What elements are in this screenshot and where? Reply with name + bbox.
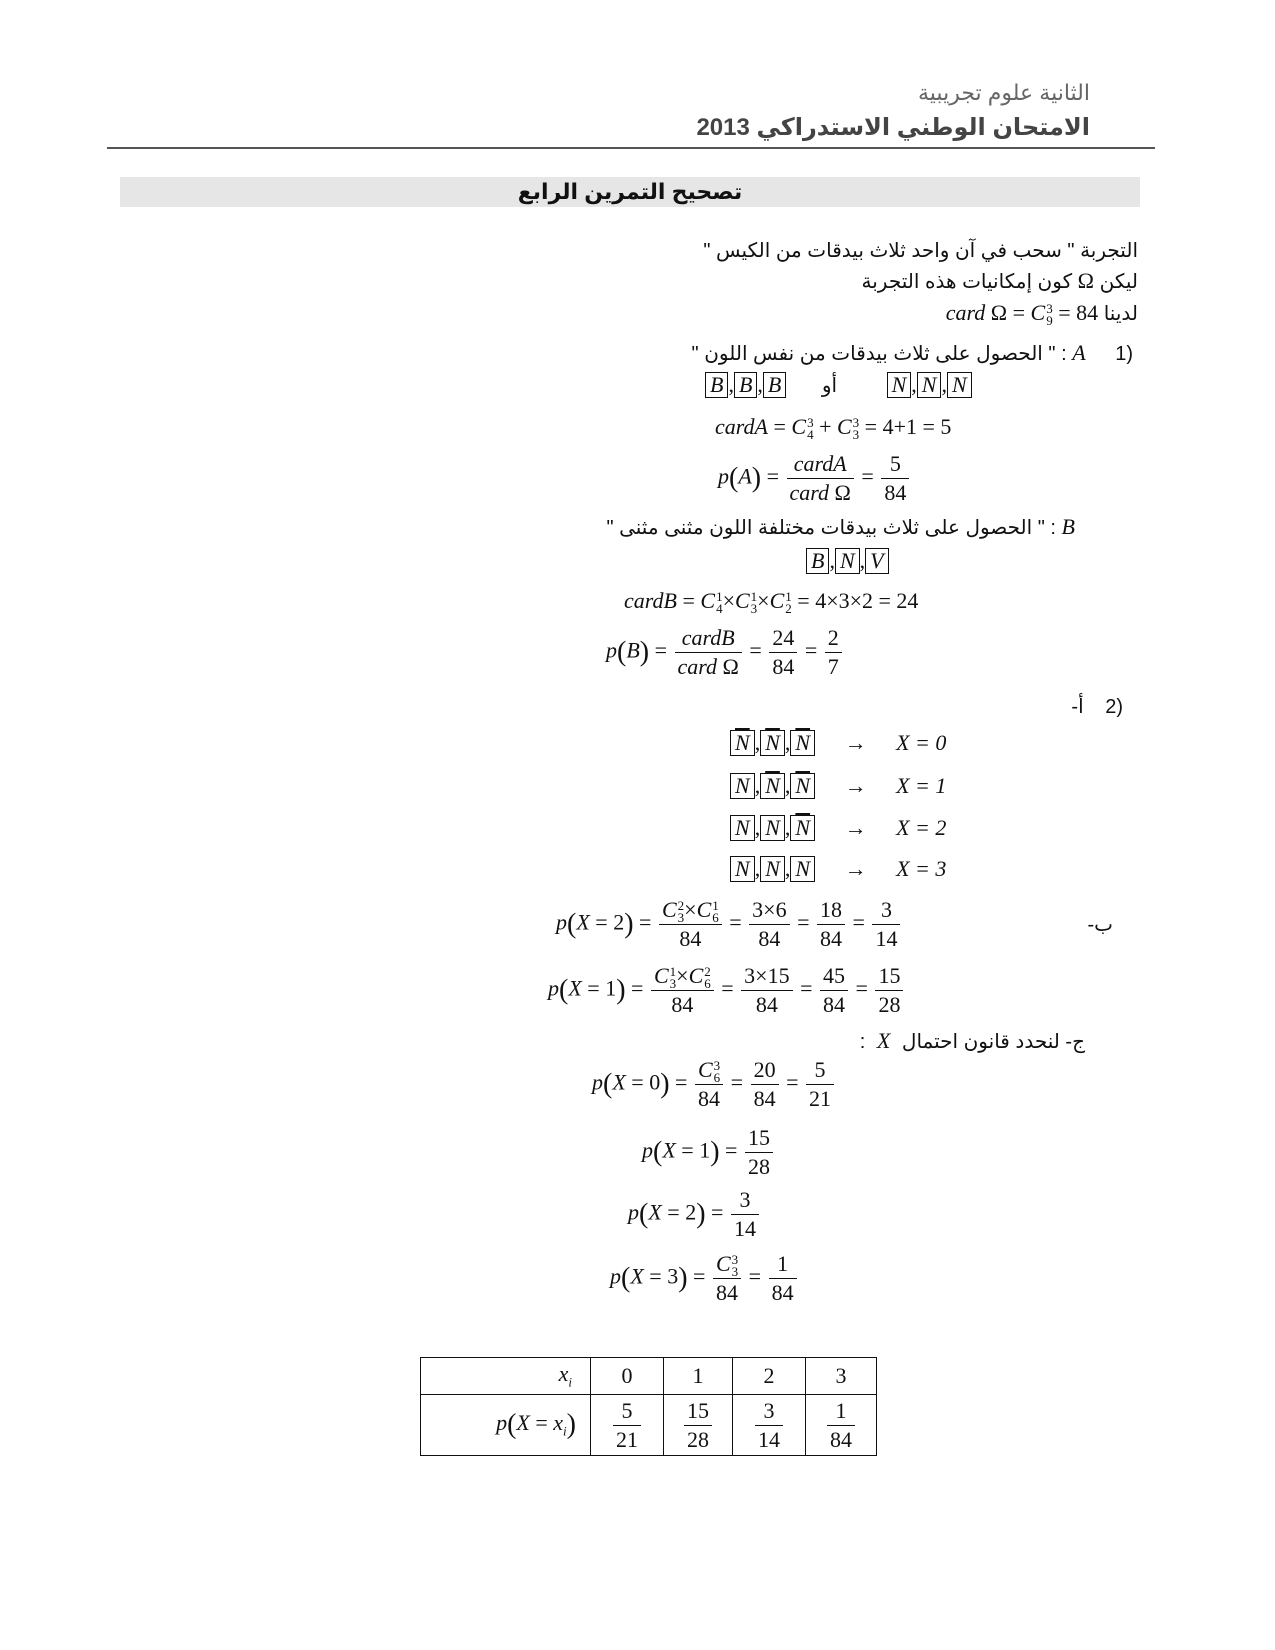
table-row bbox=[421, 1358, 877, 1395]
q2-part-a: أ- bbox=[1071, 696, 1084, 718]
omega-line bbox=[862, 268, 1138, 294]
card-b-formula: cardB = C 1 4 ×C 1 3 ×C 1 2 = 4×3×2 = 24 bbox=[624, 588, 919, 616]
table-header-pxi: $p(X = x_i)$ bbox=[421, 1395, 591, 1456]
card-prefix: لدينا bbox=[1103, 303, 1138, 325]
p-b-formula: p(B) = $\frac{\text{cardB}}{\text{card Ω}}$ = $\frac{24}{84}$ = $\frac{2}{7}$ bbox=[606, 624, 844, 681]
table-cell: $\frac{3}{14}$ bbox=[733, 1395, 806, 1456]
or-word: أو bbox=[821, 375, 838, 397]
p-x2-formula: p(X = 2) = C 2 3 ×C 1 6 84 = $\frac{3\times 6}{84}$ = $\frac{18}{84}$ = $\frac{3}{14}$ bbox=[556, 896, 902, 953]
header-exam-title: الامتحان الوطني الاستدراكي 2013 bbox=[696, 114, 1090, 141]
omega-line-a: ليكن bbox=[1099, 271, 1138, 293]
experiment-line: التجربة " سحب في آن واحد ثلاث بيدقات من الكيس " bbox=[703, 240, 1138, 262]
q1-number: (1 bbox=[1115, 343, 1133, 365]
table-cell: 2 bbox=[733, 1358, 806, 1395]
section-title: تصحيح التمرين الرابع bbox=[517, 179, 743, 204]
table-cell: 0 bbox=[591, 1358, 664, 1395]
table-cell: $\frac{15}{28}$ bbox=[664, 1395, 733, 1456]
card-a-formula: cardA = C 3 4 + C 3 3 = 4+1 = 5 bbox=[715, 414, 952, 442]
law-x0: p(X = 0) = C 3 6 84 = $\frac{20}{84}$ = $\frac{5}{21}$ bbox=[592, 1056, 836, 1113]
section-title-bar bbox=[120, 177, 1140, 207]
q1-event-b-line bbox=[606, 514, 1075, 540]
card-omega-formula: card Ω = C 3 9 = 84 bbox=[945, 300, 1099, 328]
table-cell: 1 bbox=[664, 1358, 733, 1395]
event-a-text: : " الحصول على ثلاث بيدقات من نفس اللون " bbox=[691, 343, 1067, 365]
table-row bbox=[421, 1395, 877, 1456]
event-b-text: : " الحصول على ثلاث بيدقات مختلفة اللون مثنى مثنى " bbox=[606, 517, 1056, 539]
case-x0: $\overline{N}$ , $\overline{N}$ , $\overline{N} \to X = 0$ bbox=[730, 730, 946, 756]
q2-part-b: ب- bbox=[1087, 914, 1113, 936]
outcomes-b: B , N , V bbox=[806, 548, 889, 574]
p-x1-formula: p(X = 1) = C 1 3 ×C 2 6 84 = $\frac{3\times 15}{84}$ = $\frac{45}{84}$ = $\frac{15}{28}$ bbox=[548, 962, 905, 1019]
case-x1: N , $\overline{N}$ , $\overline{N} \to X = 1$ bbox=[730, 773, 946, 799]
law-x1: p(X = 1) = $\frac{15}{28}$ bbox=[642, 1124, 775, 1181]
case-x2: N , N , $\overline{N} \to X = 2$ bbox=[730, 815, 946, 841]
omega-line-b: كون إمكانيات هذه التجربة bbox=[861, 271, 1073, 293]
header-rule bbox=[107, 147, 1155, 149]
q2-part-c: ج- لنحدد قانون احتمال X : bbox=[859, 1028, 1085, 1053]
table-header-xi: $x_i$ bbox=[421, 1358, 591, 1395]
omega-symbol: Ω bbox=[1077, 268, 1095, 293]
p-a-formula: p(A) = $\frac{\text{cardA}}{\text{card Ω}}$ = $\frac{5}{84}$ bbox=[718, 450, 911, 507]
q1-event-a-line bbox=[692, 340, 1133, 366]
law-x3: p(X = 3) = C 3 3 84 = $\frac{1}{84}$ bbox=[610, 1250, 799, 1307]
q2-line bbox=[1071, 694, 1123, 719]
table-cell: $\frac{1}{84}$ bbox=[806, 1395, 877, 1456]
header-level: الثانية علوم تجريبية bbox=[918, 80, 1090, 105]
table-cell: 3 bbox=[806, 1358, 877, 1395]
card-omega-line bbox=[946, 300, 1138, 327]
table-cell: $\frac{5}{21}$ bbox=[591, 1395, 664, 1456]
q2-number: (2 bbox=[1105, 696, 1123, 718]
event-a-label: A bbox=[1072, 340, 1086, 365]
law-x2: p(X = 2) = $\frac{3}{14}$ bbox=[628, 1186, 761, 1243]
event-b-label: B bbox=[1061, 514, 1075, 539]
probability-law-table bbox=[420, 1357, 877, 1456]
case-x3: N , N , N → X = 3 bbox=[730, 856, 946, 882]
outcomes-a: B , B , B أو N , N , N bbox=[705, 372, 972, 398]
